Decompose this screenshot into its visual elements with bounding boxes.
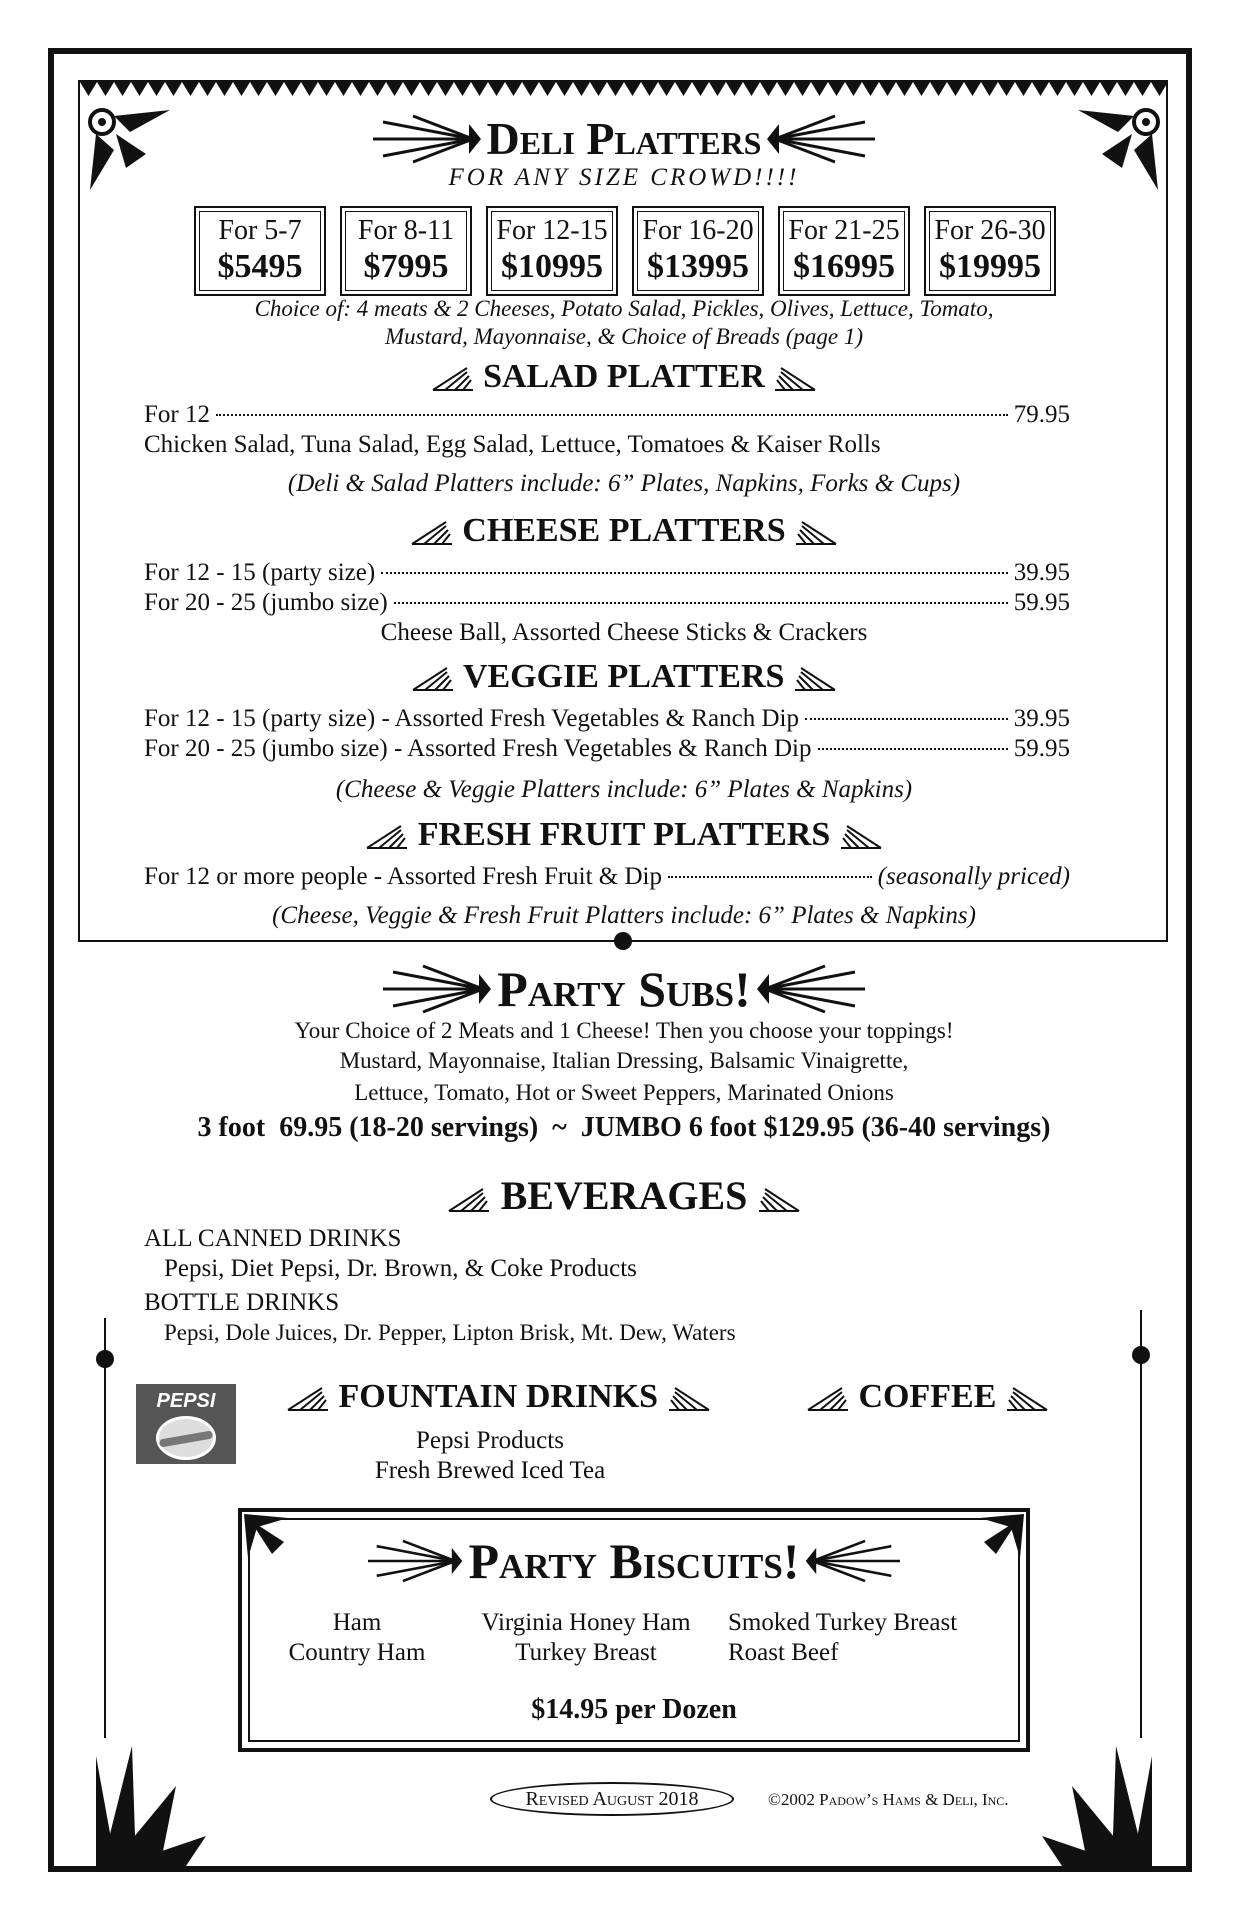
biscuits-price: $14.95 per Dozen [531, 1694, 737, 1725]
veggie-row-price: 59.95 [1013, 735, 1070, 762]
cheese-row-price: 59.95 [1013, 589, 1070, 616]
left-side-line [104, 1318, 106, 1738]
veggie-row-label: For 12 - 15 (party size) - Assorted Fresh Vegetables & Ranch Dip [144, 705, 799, 732]
fountain-title: FOUNTAIN DRINKS [338, 1378, 659, 1415]
price-box-12-15 [486, 206, 618, 296]
top-sawtooth-border [80, 80, 1168, 100]
fruit-row-label: For 12 or more people - Assorted Fresh Fruit & Dip [144, 863, 663, 890]
subs-title-row [0, 960, 1248, 1018]
right-side-dot [1132, 1346, 1150, 1364]
bottom-right-fan-icon [1032, 1716, 1152, 1866]
fan-ornament-left-icon [447, 1187, 491, 1213]
subs-pricing: 3 foot 69.95 (18-20 servings) ~ JUMBO 6 foot $129.95 (36-40 servings) [197, 1112, 1051, 1143]
fan-ornament-left-icon [431, 366, 475, 392]
fan-ornament-left-icon [411, 666, 455, 692]
veggie-row-price: 39.95 [1013, 705, 1070, 732]
salad-row [144, 400, 1070, 430]
price-box-16-20 [632, 206, 764, 296]
salad-desc: Chicken Salad, Tuna Salad, Egg Salad, Lettuce, Tomatoes & Kaiser Rolls [144, 431, 881, 458]
left-frame-line [78, 80, 80, 940]
fruit-heading [0, 816, 1248, 854]
fan-ornament-right-icon [839, 824, 883, 850]
veggie-heading [0, 658, 1248, 696]
subs-line1: Your Choice of 2 Meats and 1 Cheese! Then you choose your toppings! [294, 1018, 954, 1043]
biscuit-item: Ham [332, 1609, 382, 1636]
price-box-label: For 12-15 [496, 215, 608, 246]
price-box-label: For 16-20 [642, 215, 754, 246]
deli-choice-line1: Choice of: 4 meats & 2 Cheeses, Potato Salad, Pickles, Olives, Lettuce, Tomato, [254, 296, 994, 321]
biscuit-col3 [728, 1608, 1018, 1668]
fan-ornament-left-icon [806, 1386, 850, 1412]
deli-choice-line2: Mustard, Mayonnaise, & Choice of Breads (page 1) [384, 324, 864, 349]
deli-subtitle: FOR ANY SIZE CROWD!!!! [448, 164, 800, 191]
salad-row-label: For 12 [144, 401, 210, 428]
biscuit-col1 [262, 1608, 452, 1668]
cheese-desc: Cheese Ball, Assorted Cheese Sticks & Crackers [380, 619, 868, 646]
right-frame-line [1166, 80, 1168, 940]
fountain-line2: Fresh Brewed Iced Tea [374, 1457, 606, 1484]
fountain-heading [286, 1378, 711, 1416]
salad-row-price: 79.95 [1013, 401, 1070, 428]
fan-ornament-left-icon [410, 520, 454, 546]
beverages-title: BEVERAGES [500, 1173, 748, 1218]
revised-text: Revised August 2018 [525, 1788, 699, 1810]
bottle-heading: BOTTLE DRINKS [144, 1289, 340, 1316]
fan-ornament-right-icon [1005, 1386, 1049, 1412]
price-box-label: For 26-30 [934, 215, 1046, 246]
pepsi-globe-icon [156, 1416, 216, 1460]
fan-ornament-left-icon [365, 824, 409, 850]
price-box-amount: $13995 [647, 248, 749, 285]
subs-line2: Mustard, Mayonnaise, Italian Dressing, Balsamic Vinaigrette, [339, 1048, 909, 1073]
fan-ornament-right-icon [757, 1187, 801, 1213]
salad-title: SALAD PLATTER [483, 358, 765, 395]
biscuit-col2 [458, 1608, 714, 1668]
salad-note: (Deli & Salad Platters include: 6” Plates, Napkins, Forks & Cups) [287, 470, 961, 497]
pepsi-logo-text: PEPSI [156, 1390, 216, 1412]
deli-title-row [0, 112, 1248, 165]
canned-list: Pepsi, Diet Pepsi, Dr. Brown, & Coke Products [164, 1255, 637, 1282]
deli-platters-title: Deli Platters [486, 113, 762, 164]
bottle-list: Pepsi, Dole Juices, Dr. Pepper, Lipton Brisk, Mt. Dew, Waters [164, 1320, 736, 1345]
biscuit-item: Virginia Honey Ham [481, 1609, 691, 1636]
price-box-label: For 21-25 [788, 215, 900, 246]
price-box-label: For 8-11 [357, 215, 455, 246]
cheese-row-party [144, 558, 1070, 588]
biscuit-item: Country Ham [288, 1639, 426, 1666]
sunburst-right-icon [804, 1538, 900, 1584]
price-box-amount: $5495 [217, 248, 303, 285]
beverages-heading [0, 1172, 1248, 1219]
salad-heading [0, 358, 1248, 396]
price-box-21-25 [778, 206, 910, 296]
biscuit-item: Smoked Turkey Breast [728, 1609, 958, 1636]
subs-line3: Lettuce, Tomato, Hot or Sweet Peppers, Marinated Onions [354, 1080, 894, 1105]
price-box-label: For 5-7 [218, 215, 302, 246]
biscuit-item: Turkey Breast [515, 1639, 657, 1666]
fan-ornament-right-icon [773, 366, 817, 392]
fruit-row [144, 862, 1070, 892]
fruit-row-price: (seasonally priced) [877, 863, 1070, 890]
coffee-heading [806, 1378, 1049, 1416]
fan-ornament-right-icon [667, 1386, 711, 1412]
price-box-amount: $10995 [501, 248, 603, 285]
cheese-heading [0, 512, 1248, 550]
veggie-row-label: For 20 - 25 (jumbo size) - Assorted Fresh Vegetables & Ranch Dip [144, 735, 812, 762]
coffee-title: COFFEE [858, 1378, 997, 1415]
sunburst-right-icon [755, 964, 865, 1014]
pepsi-logo [136, 1384, 236, 1464]
biscuit-item: Roast Beef [728, 1639, 839, 1666]
fan-ornament-right-icon [793, 666, 837, 692]
revised-badge [490, 1782, 734, 1816]
cheese-row-label: For 12 - 15 (party size) [144, 559, 376, 586]
divider-dot [614, 932, 632, 950]
veggie-note: (Cheese & Veggie Platters include: 6” Plates & Napkins) [335, 776, 913, 803]
price-box-amount: $16995 [793, 248, 895, 285]
copyright: ©2002 Padow’s Hams & Deli, Inc. [768, 1790, 1009, 1809]
left-side-dot [96, 1350, 114, 1368]
sunburst-left-icon [383, 964, 493, 1014]
canned-heading: ALL CANNED DRINKS [144, 1225, 402, 1252]
price-box-26-30 [924, 206, 1056, 296]
veggie-row-party [144, 704, 1070, 734]
cheese-row-jumbo [144, 588, 1070, 618]
sunburst-left-icon [373, 114, 483, 164]
fountain-line1: Pepsi Products [416, 1427, 564, 1454]
party-biscuits-title: Party Biscuits! [468, 1533, 800, 1589]
veggie-row-jumbo [144, 734, 1070, 764]
cheese-row-price: 39.95 [1013, 559, 1070, 586]
fruit-title: FRESH FRUIT PLATTERS [417, 816, 831, 853]
sunburst-right-icon [765, 114, 875, 164]
fan-ornament-right-icon [794, 520, 838, 546]
price-box-amount: $7995 [363, 248, 449, 285]
veggie-title: VEGGIE PLATTERS [462, 658, 785, 695]
sunburst-left-icon [368, 1538, 464, 1584]
party-subs-title: Party Subs! [497, 961, 751, 1017]
biscuits-title-row [238, 1532, 1030, 1590]
fan-ornament-left-icon [286, 1386, 330, 1412]
cheese-title: CHEESE PLATTERS [462, 512, 786, 549]
right-side-line [1140, 1310, 1142, 1738]
price-box-5-7 [194, 206, 326, 296]
bottom-left-fan-icon [96, 1716, 216, 1866]
fruit-note: (Cheese, Veggie & Fresh Fruit Platters include: 6” Plates & Napkins) [272, 902, 976, 929]
price-box-amount: $19995 [939, 248, 1041, 285]
price-box-8-11 [340, 206, 472, 296]
cheese-row-label: For 20 - 25 (jumbo size) [144, 589, 388, 616]
